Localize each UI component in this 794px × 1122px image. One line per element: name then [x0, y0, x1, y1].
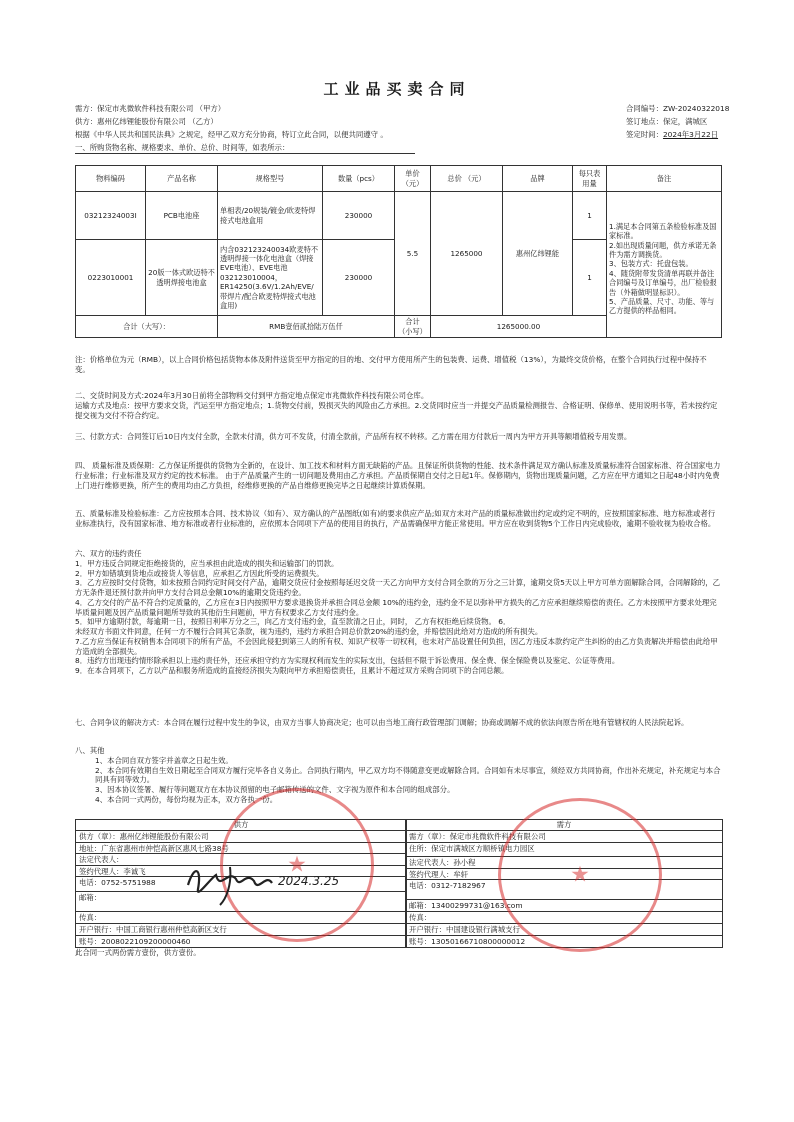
section-6: [75, 549, 721, 676]
cell-unit-price: 5.5: [395, 192, 431, 316]
seller-line: 供方：惠州亿纬锂能股份有限公司 （乙方）: [75, 117, 218, 126]
buyer-name: 需方（章）：保定市兆微软件科技有限公司: [406, 830, 722, 843]
supplier-agent: 签约代理人：李诚飞: [76, 865, 406, 878]
col-header: 产品名称: [146, 166, 218, 192]
cell-qty: 230000: [323, 240, 395, 316]
section-8-line: 1、本合同自双方签字并盖章之日起生效。: [95, 755, 233, 765]
cell-spec: 单相表/20规装/镀金/欧麦特焊接式电池盒用: [218, 192, 323, 240]
contract-number: 合同编号：ZW-20240322018: [626, 104, 730, 113]
handwritten-signature: [180, 855, 340, 910]
sum-label: 合计（大写）：: [76, 316, 218, 338]
section-1-title: 一、所购货物名称、规格要求、单价、总价、时间等，如表所示：: [75, 143, 415, 154]
sign-date-label: 签定时间：: [626, 130, 663, 139]
col-header: 总价 （元）: [431, 166, 503, 192]
section-3: 三、付款方式：合同签订后10日内支付全款，全款未付清，供方可不发货，付清全款前，产品所有权不转移。乙方需在用方付款后一周内为甲方开具等额增值税专用发票。: [75, 432, 632, 441]
buyer-agent: 签约代理人：牟轩: [406, 868, 722, 881]
table-header-row: [76, 166, 722, 192]
sign-place: 签订地点：保定，满城区: [626, 117, 708, 126]
section-6-line: 4．乙方交付的产品不符合约定质量的，乙方应在3日内按照甲方要求退换货并承担合同总金额 10%的违约金，违约金不足以弥补甲方损失的乙方应承担继续赔偿的责任。乙方未按照甲方要求处理完毕质量问题及因产品质量问题所导致的其他衍生问题前，甲方有权要求乙方支付违约金。: [75, 597, 717, 617]
supplier-head: 供方: [233, 820, 249, 829]
col-header: 品牌: [503, 166, 573, 192]
supplier-address: 地址：广东省惠州市仲恺高新区惠风七路38号: [76, 842, 406, 855]
supplier-tel: 电话：0752-5751988: [76, 876, 406, 889]
sign-date-row: [626, 130, 786, 140]
section-8-line: 4、本合同一式两份，每份均视为正本，双方各执一份。: [95, 794, 278, 804]
section-2-line: 二、交货时间及方式:2024年3月30日前将全部物料交付到甲方指定地点保定市兆微软件科技有限公司仓库。: [75, 391, 429, 400]
buyer-head: 需方: [556, 820, 572, 829]
supplier-bank: 开户银行：中国工商银行惠州仲恺高新区支行: [76, 923, 406, 936]
cell-usage: 1: [573, 192, 607, 240]
cell-spec: 内含032123240034欧麦特不透明焊接一体化电池盒（焊接EVE电池）、EVE电池032123010004，ER14250(3.6V/1.2Ah/EVE/带焊片/配合欧麦特焊接式电池盒用): [218, 240, 323, 316]
section-8-line: 2、本合同有效期自生效日期起至合同双方履行完毕各自义务止。合同执行期内，甲乙双方均不得随意变更或解除合同。合同如有未尽事宜，须经双方共同协商，作出补充规定，补充规定与本合同具有同等效力。: [95, 765, 721, 785]
supplier-legal-rep: 法定代表人：: [76, 853, 406, 866]
col-header: 备注: [607, 166, 722, 192]
col-header: 物料编码: [76, 166, 146, 192]
goods-table: [75, 165, 722, 338]
section-6-line: 1．甲方违反合同规定拒绝接货的，应当承担由此造成的损失和运输部门的罚款。: [75, 558, 339, 568]
buyer-email: 邮箱：13400299731@163.com: [406, 899, 722, 912]
section-7: 七、合同争议的解决方式：本合同在履行过程中发生的争议，由双方当事人协商决定；也可以由当地工商行政管理部门调解；协商或调解不成的依法向原告所在地有管辖权的人民法院起诉。: [75, 718, 689, 727]
table-row: [76, 192, 722, 240]
section-8: [75, 746, 721, 805]
col-header: 单价 （元）: [395, 166, 431, 192]
cell-brand: 惠州亿纬锂能: [503, 192, 573, 316]
section-6-line: 7.乙方应当保证有权销售本合同项下的所有产品，不会因此侵犯到第三人的所有权、知识产权等一切权利，也未对产品设置任何负担，因乙方违反本款约定产生纠纷的由乙方负责解决并赔偿由此给甲方造成的全部损失。: [75, 636, 718, 656]
basis-line: 根据《中华人民共和国民法典》之规定，经甲乙双方充分协商，特订立此合同，以便共同遵守 。: [75, 130, 388, 139]
supplier-fax: 传真：: [76, 911, 406, 924]
buyer-fax: 传真：: [406, 911, 722, 924]
section-6-line: 8．违约方出现违约情形除承担以上违约责任外，还应承担守约方为实现权利而发生的实际支出，包括但不限于诉讼费用、保全费、保全保险费以及鉴定、公证等费用。: [75, 656, 620, 666]
sum-small-label: 合计 （小写）: [395, 316, 431, 338]
section-6-line: 3．乙方应按时交付货物，如未按照合同约定时间交付产品，逾期交货应付金按照每延迟交货一天乙方向甲方支付合同全款的万分之三计算，逾期交货5天以上甲方可单方面解除合同，合同解除的，乙方无条件退还预付款并向甲方支付合同总金额10%的逾期交货违约金。: [75, 578, 721, 598]
col-header: 每只表 用量: [573, 166, 607, 192]
section-6-line: 2．甲方如错填到货地点或接货人等信息，应承担乙方因此所受的运费损失。: [75, 568, 324, 578]
cell-remark: 1.满足本合同第五条检验标准及国家标准。 2.如出现质量问题，供方承诺无条件为需方调换货。 3、包装方式：托盘包装。 4、随货附带发货清单再联并备注合同编号及订单编号，出厂检验报告（外箱做明显标识）。 5、产品质量、尺寸、功能、等与乙方提供的样品相同。: [607, 192, 722, 338]
buyer-account: 账号：13050166710800000012: [406, 935, 722, 948]
buyer-legal-rep: 法定代表人：孙小程: [406, 856, 722, 869]
cell-total-price: 1265000: [431, 192, 503, 316]
cell-name: PCB电池座: [146, 192, 218, 240]
supplier-name: 供方（章）：惠州亿纬锂能股份有限公司: [76, 830, 406, 843]
buyer-seal-stamp: [498, 798, 662, 952]
page-title: 工业品买卖合同: [323, 80, 471, 98]
section-8-line: 八、其他: [75, 746, 105, 755]
section-6-line: 六、双方的违约责任: [75, 549, 142, 558]
col-header: 数量（pcs）: [323, 166, 395, 192]
buyer-tel: 电话：0312-7182967: [406, 879, 722, 892]
section-2: [75, 391, 721, 420]
section-6-line: 9．在本合同项下，乙方以产品和服务所造成的直接经济损失为限向甲方承担赔偿责任，且累计不超过双方采购合同项下的合同总额。: [75, 666, 509, 676]
cell-qty: 230000: [323, 192, 395, 240]
supplier-account: 账号：2008022109200000460: [76, 935, 406, 948]
section-6-line: 5．如甲方逾期付款，每逾期一日，按照日利率万分之三，向乙方支付违约金，直至款清之日止，同时， 乙方有权拒绝后续货物。 6．: [75, 617, 511, 627]
col-header: 规格型号: [218, 166, 323, 192]
signature-date: 2024.3.25: [278, 874, 340, 888]
price-note: 注：价格单位为元（RMB），以上合同价格包括货物本体及附件送货至甲方指定的目的地、交付甲方使用所产生的包装费、运费、增值税（13%），为最终交货价格，在整个合同执行过程中保持不变。: [75, 355, 707, 374]
cell-code: 0223010001: [76, 240, 146, 316]
section-5: 五、质量标准及检验标准：乙方应按照本合同、技术协议（如有）、双方确认的产品图纸(如有)的要求供应产品;如双方未对产品的质量标准做出约定或约定不明的，应按照国家标准、地方标准或者行业标准执行，没有国家标准、地方标准或者行业标准的，应依照本合同项下产品的使用目的执行，产品需确保甲方能正常使用。甲方应在收到货物5个工作日内完成验收，逾期不验收视为验收合格。: [75, 509, 716, 528]
cell-code: 03212324003I: [76, 192, 146, 240]
supplier-email: 邮箱：: [76, 891, 406, 904]
section-6-line: 未经双方书面文件同意，任何一方不履行合同其它条款，视为违约，违约方承担合同总价款20%的违约金，并赔偿因此给对方造成的所有损失。: [75, 627, 543, 637]
sum-small: 1265000.00: [431, 316, 607, 338]
seal-star-icon: ★: [287, 852, 307, 878]
section-4: 四、 质量标准及质保期：乙方保证所提供的货物为全新的，在设计、加工技术和材料方面无缺陷的产品。且保证所供货物的性能、技术条件满足双方确认标准及质量标准符合国家标准、符合国家电力行业标准；行业标准及双方约定的技术标准。 由于产品质量产生的一切问题及费用由乙方承担。产品质保期自交付之日起1年。保修期内，货物出现质量问题，乙方应在甲方通知之日起48小时内免费上门进行维修更换，所产生的费用均由乙方负担，经维修更换的产品自维修更换完毕之日起继续计算质保期。: [75, 461, 721, 490]
buyer-address: 住所：保定市满城区方顺桥镇电力园区: [406, 842, 722, 855]
buyer-bank: 开户银行：中国建设银行满城支行: [406, 923, 722, 936]
buyer-line: 需方：保定市兆微软件科技有限公司 （甲方）: [75, 104, 226, 113]
section-8-line: 3、因本协议签署、履行等问题双方在本协议预留的电子邮箱传送的文件、文字视为原件和本合同的组成部分。: [95, 785, 455, 795]
footer-note: 此合同一式两份需方壹份，供方壹份。: [75, 948, 201, 957]
seal-star-icon: ★: [570, 862, 590, 888]
cell-usage: 1: [573, 240, 607, 316]
cell-name: 20版一体式欧迈特不透明焊接电池盒: [146, 240, 218, 316]
sum-words: RMB壹佰贰拾陆万伍仟: [218, 316, 395, 338]
section-2-line: 运输方式及地点：按甲方要求交货，汽运至甲方指定地点；1.货物交付前，毁损灭失的风险由乙方承担。2.交货同时应当一并提交产品质量检测报告、合格证明、保修单、使用说明书等，若未按约定提交视为交付不符合约定。: [75, 400, 718, 420]
sign-date: 2024年3月22日: [662, 130, 719, 139]
